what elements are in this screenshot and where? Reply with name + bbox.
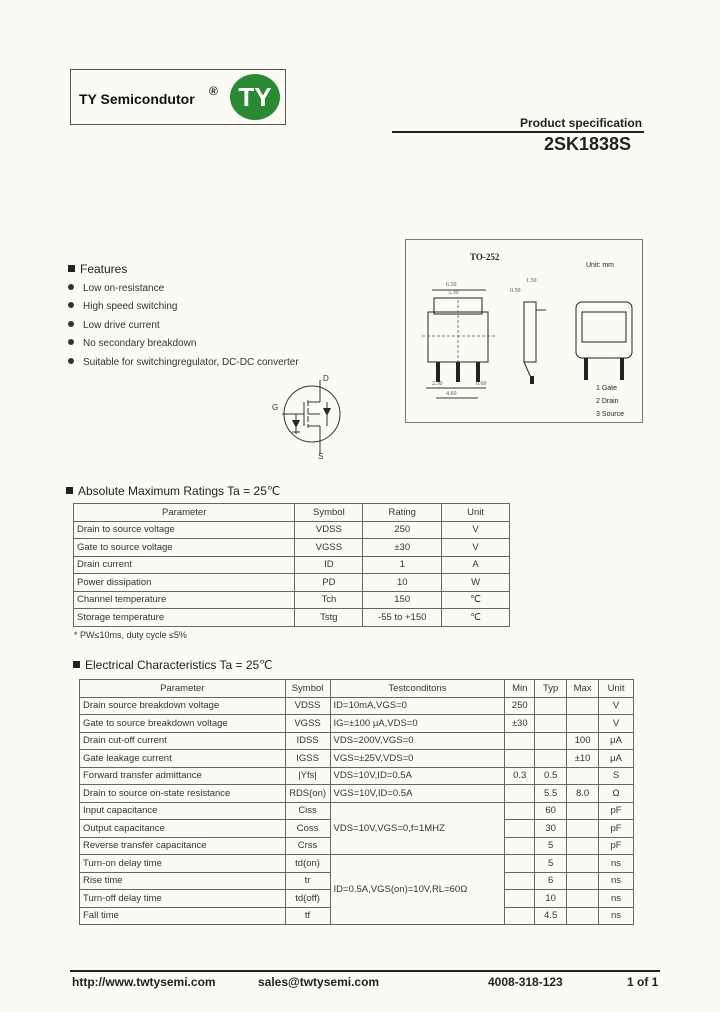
- table-header-row: Parameter Symbol Rating Unit: [74, 504, 510, 522]
- model-number: 2SK1838S: [544, 134, 632, 154]
- table-row: Drain current ID 1 A: [74, 556, 510, 574]
- feature-item: High speed switching: [68, 301, 178, 312]
- svg-text:0.50: 0.50: [510, 288, 521, 294]
- svg-text:2.30: 2.30: [432, 381, 443, 387]
- table-row: Input capacitance Ciss VDS=10V,VGS=0,f=1MHZ 60 pF: [80, 802, 634, 820]
- table-row: Drain to source on-state resistance RDS(on) VGS=10V,ID=0.5A 5.5 8.0 Ω: [80, 785, 634, 803]
- package-drawing: [405, 239, 643, 423]
- footer-rule: [70, 970, 660, 972]
- footer-email-link[interactable]: sales@twtysemi.com: [258, 975, 380, 989]
- header-rule: [392, 131, 644, 133]
- feature-item: Low drive current: [68, 320, 160, 331]
- table-row: Drain source breakdown voltage VDSS ID=10mA,VGS=0 250 V: [80, 697, 634, 715]
- abs-max-heading: Absolute Maximum Ratings Ta = 25℃: [66, 484, 280, 498]
- footer-url-link[interactable]: http://www.twtysemi.com: [72, 975, 216, 989]
- source-label: S: [318, 452, 324, 460]
- registered-mark: ®: [209, 84, 218, 98]
- table-row: Reverse transfer capacitance Crss 5 pF: [80, 837, 634, 855]
- table-row: Storage temperature Tstg -55 to +150 ℃: [74, 609, 510, 627]
- drain-label: D: [323, 374, 329, 383]
- svg-text:6.50: 6.50: [446, 282, 457, 288]
- abs-max-table: [73, 503, 510, 627]
- mosfet-symbol-icon: [268, 372, 348, 460]
- page-number: 1 of 1: [627, 975, 659, 989]
- table-row: Gate to source breakdown voltage VGSS IG=±100 μA,VDS=0 ±30 V: [80, 715, 634, 733]
- feature-item: Suitable for switchingregulator, DC-DC converter: [68, 357, 299, 368]
- svg-text:0.60: 0.60: [476, 381, 487, 387]
- company-name: TY Semicondutor: [79, 91, 195, 107]
- unit-label: Unit: mm: [586, 262, 614, 269]
- svg-text:1.50: 1.50: [526, 278, 537, 284]
- gate-label: G: [272, 403, 279, 412]
- table-row: Drain cut-off current IDSS VDS=200V,VGS=0 100 μA: [80, 732, 634, 750]
- feature-item: No secondary breakdown: [68, 338, 196, 349]
- table-row: Forward transfer admittance |Yfs| VDS=10V,ID=0.5A 0.3 0.5 S: [80, 767, 634, 785]
- table-header-row: Parameter Symbol Testconditons Min Typ Max Unit: [80, 680, 634, 698]
- table-row: Turn-off delay time td(off) 10 ns: [80, 890, 634, 908]
- table-row: Output capacitance Coss 30 pF: [80, 820, 634, 838]
- svg-text:5.30: 5.30: [448, 290, 459, 296]
- table-row: Rise time tr 6 ns: [80, 872, 634, 890]
- pin-list: 1 Gate 2 Drain 3 Source: [596, 385, 625, 418]
- footer-phone: 4008-318-123: [488, 975, 563, 989]
- elec-table: [79, 679, 634, 925]
- company-logo: TY: [230, 74, 280, 120]
- svg-text:4.60: 4.60: [446, 391, 457, 397]
- spec-label: Product specification: [520, 116, 643, 130]
- table-row: Power dissipation PD 10 W: [74, 574, 510, 592]
- table-row: Gate leakage current IGSS VGS=±25V,VDS=0 ±10 μA: [80, 750, 634, 768]
- table-row: Gate to source voltage VGSS ±30 V: [74, 539, 510, 557]
- features-heading: Features: [68, 262, 127, 276]
- table-row: Fall time tf 4.5 ns: [80, 907, 634, 925]
- table-row: Drain to source voltage VDSS 250 V: [74, 521, 510, 539]
- table-row: Turn-on delay time td(on) ID=0.5A,VGS(on)=10V,RL=60Ω 5 ns: [80, 855, 634, 873]
- feature-item: Low on-resistance: [68, 283, 164, 294]
- elec-heading: Electrical Characteristics Ta = 25℃: [73, 658, 273, 672]
- table-row: Channel temperature Tch 150 ℃: [74, 591, 510, 609]
- package-name: TO-252: [470, 252, 500, 262]
- footnote: * PW≤10ms, duty cycle ≤5%: [74, 630, 187, 640]
